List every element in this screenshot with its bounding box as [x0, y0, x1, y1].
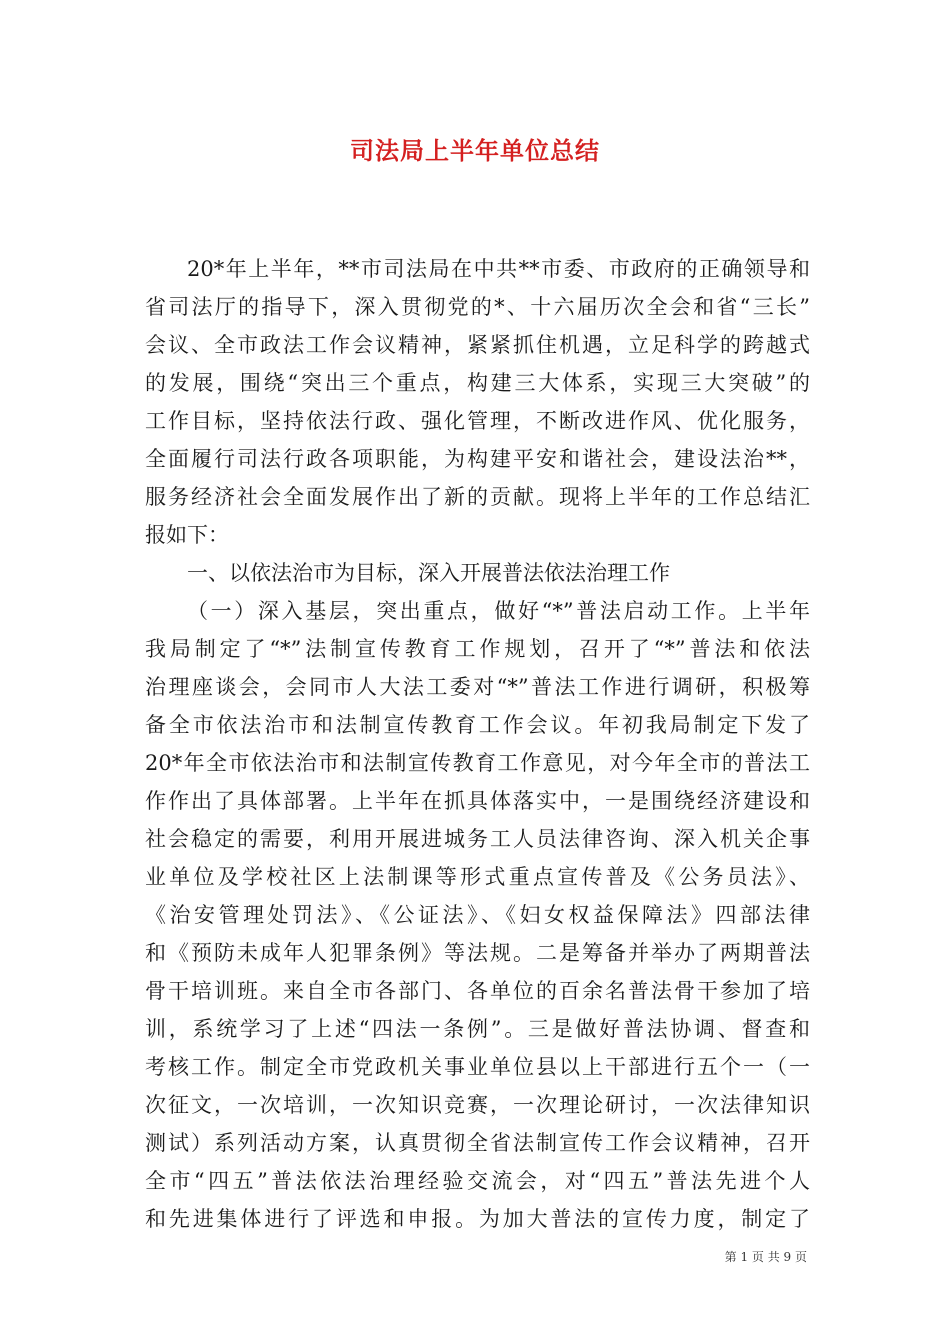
body-line: 训，系统学习了上述“四法一条例”。三是做好普法协调、督查和	[145, 1017, 810, 1041]
body-line: 作作出了具体部署。上半年在抓具体落实中，一是围绕经济建设和	[145, 789, 810, 813]
document-title: 司法局上半年单位总结	[350, 137, 600, 165]
body-line: 骨干培训班。来自全市各部门、各单位的百余名普法骨干参加了培	[145, 979, 810, 1003]
body-line: 报如下：	[145, 523, 229, 547]
body-line: 我局制定了“*”法制宣传教育工作规划，召开了“*”普法和依法	[145, 637, 810, 661]
body-line: 会议、全市政法工作会议精神，紧紧抓住机遇，立足科学的跨越式	[145, 333, 810, 357]
body-line: 服务经济社会全面发展作出了新的贡献。现将上半年的工作总结汇	[145, 485, 810, 509]
body-line: 全市“四五”普法依法治理经验交流会，对“四五”普法先进个人	[145, 1169, 810, 1193]
body-line: 次征文，一次培训，一次知识竞赛，一次理论研讨，一次法律知识	[145, 1093, 810, 1117]
body-line: 和《预防未成年人犯罪条例》等法规。二是筹备并举办了两期普法	[145, 941, 810, 965]
body-line: 社会稳定的需要，利用开展进城务工人员法律咨询、深入机关企事	[145, 827, 810, 851]
body-line: 备全市依法治市和法制宣传教育工作会议。年初我局制定下发了	[145, 713, 810, 737]
body-line: 的发展，围绕“突出三个重点，构建三大体系，实现三大突破”的	[145, 371, 810, 395]
body-line: 20*年全市依法治市和法制宣传教育工作意见，对今年全市的普法工	[145, 751, 810, 775]
page-number: 第 1 页 共 9 页	[724, 1250, 807, 1264]
body-line: 《治安管理处罚法》、《公证法》、《妇女权益保障法》四部法律	[145, 903, 810, 927]
section-heading: 一、以依法治市为目标，深入开展普法依法治理工作	[187, 561, 670, 585]
body-line: 工作目标，坚持依法行政、强化管理，不断改进作风、优化服务，	[145, 409, 810, 433]
body-line: 治理座谈会，会同市人大法工委对“*”普法工作进行调研，积极筹	[145, 675, 810, 699]
body-line: 20*年上半年，**市司法局在中共**市委、市政府的正确领导和	[187, 257, 810, 281]
document-body	[145, 250, 810, 1238]
body-line: 和先进集体进行了评选和申报。为加大普法的宣传力度，制定了	[145, 1207, 810, 1231]
body-line: 省司法厅的指导下，深入贯彻党的*、十六届历次全会和省“三长”	[145, 295, 810, 319]
body-line: 考核工作。制定全市党政机关事业单位县以上干部进行五个一（一	[145, 1055, 810, 1079]
body-line: （一）深入基层，突出重点，做好“*”普法启动工作。上半年	[187, 599, 810, 623]
body-line: 测试）系列活动方案，认真贯彻全省法制宣传工作会议精神，召开	[145, 1131, 810, 1155]
body-line: 全面履行司法行政各项职能，为构建平安和谐社会，建设法治**，	[145, 447, 810, 471]
body-line: 业单位及学校社区上法制课等形式重点宣传普及《公务员法》、	[145, 865, 810, 889]
